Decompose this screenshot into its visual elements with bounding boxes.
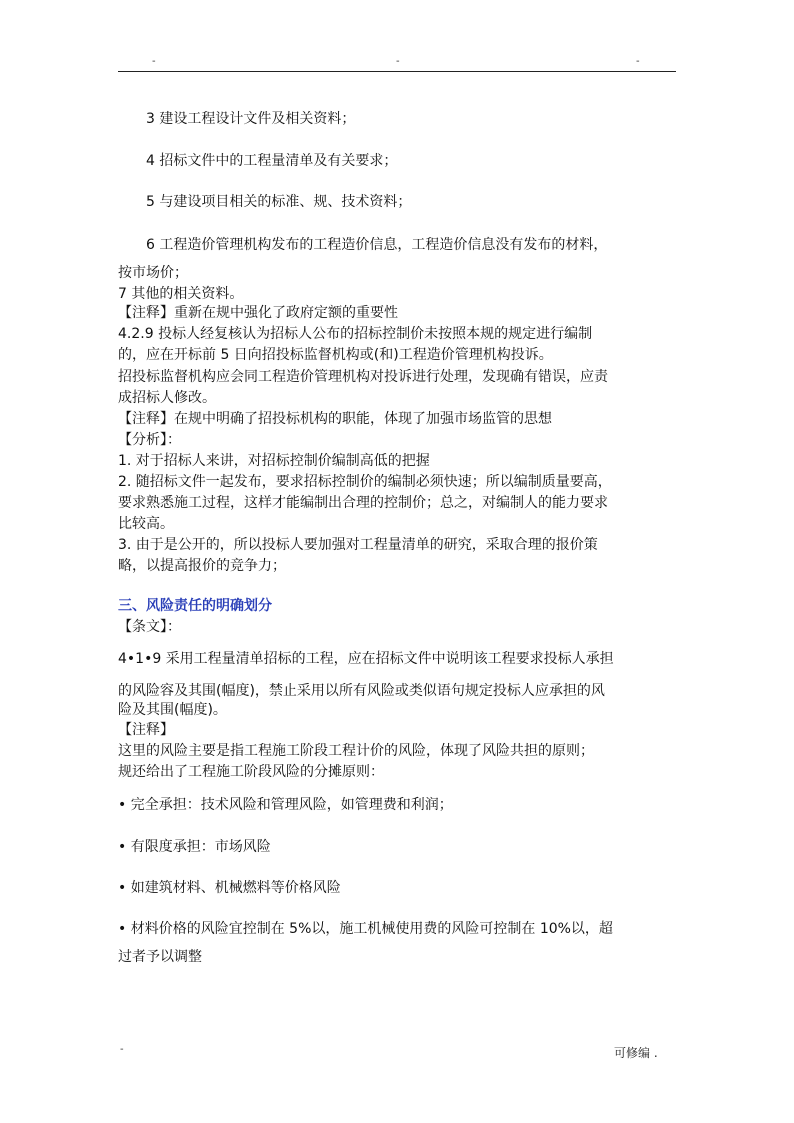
- bullet-item: • 有限度承担：市场风险: [118, 839, 271, 855]
- note-line: 【注释】在规中明确了招投标机构的职能，体现了加强市场监管的思想: [118, 411, 552, 427]
- paragraph-line: 这里的风险主要是指工程施工阶段工程计价的风险，体现了风险共担的原则；: [118, 743, 594, 759]
- analysis-item-1: 1. 对于招标人来讲，对招标控制价编制高低的把握: [118, 453, 430, 469]
- header-mark-left: -: [152, 56, 156, 67]
- footer-text: 可修编 .: [614, 1046, 658, 1060]
- analysis-item-3-line-1: 3. 由于是公开的，所以投标人要加强对工程量清单的研究，采取合理的报价策: [118, 537, 598, 553]
- header-mark-center: -: [396, 56, 400, 67]
- analysis-item-3-line-2: 略，以提高报价的竞争力；: [118, 558, 286, 574]
- clause-4-2-9-line-1: 4.2.9 投标人经复核认为招标人公布的招标控制价未按照本规的规定进行编制: [118, 326, 593, 342]
- bullet-item: • 完全承担：技术风险和管理风险，如管理费和利润；: [118, 797, 453, 813]
- clause-4-1-9-line-3: 险及其围(幅度)。: [118, 702, 227, 718]
- header-mark-right: -: [636, 56, 640, 67]
- paragraph-line: 招投标监督机构应会同工程造价管理机构对投诉进行处理，发现确有错误，应责: [118, 369, 608, 385]
- section-heading: 三、风险责任的明确划分: [118, 598, 272, 614]
- list-item-4: 4 招标文件中的工程量清单及有关要求；: [146, 153, 398, 169]
- note-label: 【注释】: [118, 722, 174, 738]
- paragraph-line: 规还给出了工程施工阶段风险的分摊原则：: [118, 764, 384, 780]
- analysis-item-2-line-2: 要求熟悉施工过程，这样才能编制出合理的控制价；总之，对编制人的能力要求: [118, 495, 608, 511]
- header-rule: [118, 71, 676, 72]
- bullet-item: • 材料价格的风险宜控制在 5%以，施工机械使用费的风险可控制在 10%以，超: [118, 921, 613, 937]
- list-item-3: 3 建设工程设计文件及相关资料；: [146, 111, 356, 127]
- clause-4-2-9-line-2: 的，应在开标前 5 日向招投标监督机构或(和)工程造价管理机构投诉。: [118, 347, 553, 363]
- analysis-item-2-line-1: 2. 随招标文件一起发布，要求招标控制价的编制必须快速；所以编制质量要高，: [118, 474, 612, 490]
- list-item-6: 6 工程造价管理机构发布的工程造价信息，工程造价信息没有发布的材料，: [146, 237, 608, 253]
- paragraph-line: 成招标人修改。: [118, 390, 216, 406]
- clause-4-1-9-line-1: 4•1•9 采用工程量清单招标的工程，应在招标文件中说明该工程要求投标人承担: [118, 651, 614, 667]
- analysis-heading: 【分析】：: [118, 432, 181, 448]
- footer-mark: -: [120, 1044, 124, 1055]
- list-item-5: 5 与建设项目相关的标准、规、技术资料；: [146, 194, 412, 210]
- clause-4-1-9-line-2: 的风险容及其围(幅度)，禁止采用以所有风险或类似语句规定投标人应承担的风: [118, 683, 605, 699]
- note-line: 【注释】重新在规中强化了政府定额的重要性: [118, 305, 398, 321]
- paragraph-line: 按市场价；: [118, 265, 188, 281]
- bullet-item-continuation: 过者予以调整: [118, 949, 202, 965]
- clause-label: 【条文】：: [118, 619, 181, 635]
- bullet-item: • 如建筑材料、机械燃料等价格风险: [118, 880, 341, 896]
- analysis-item-2-line-3: 比较高。: [118, 516, 174, 532]
- list-item-7: 7 其他的相关资料。: [118, 286, 244, 302]
